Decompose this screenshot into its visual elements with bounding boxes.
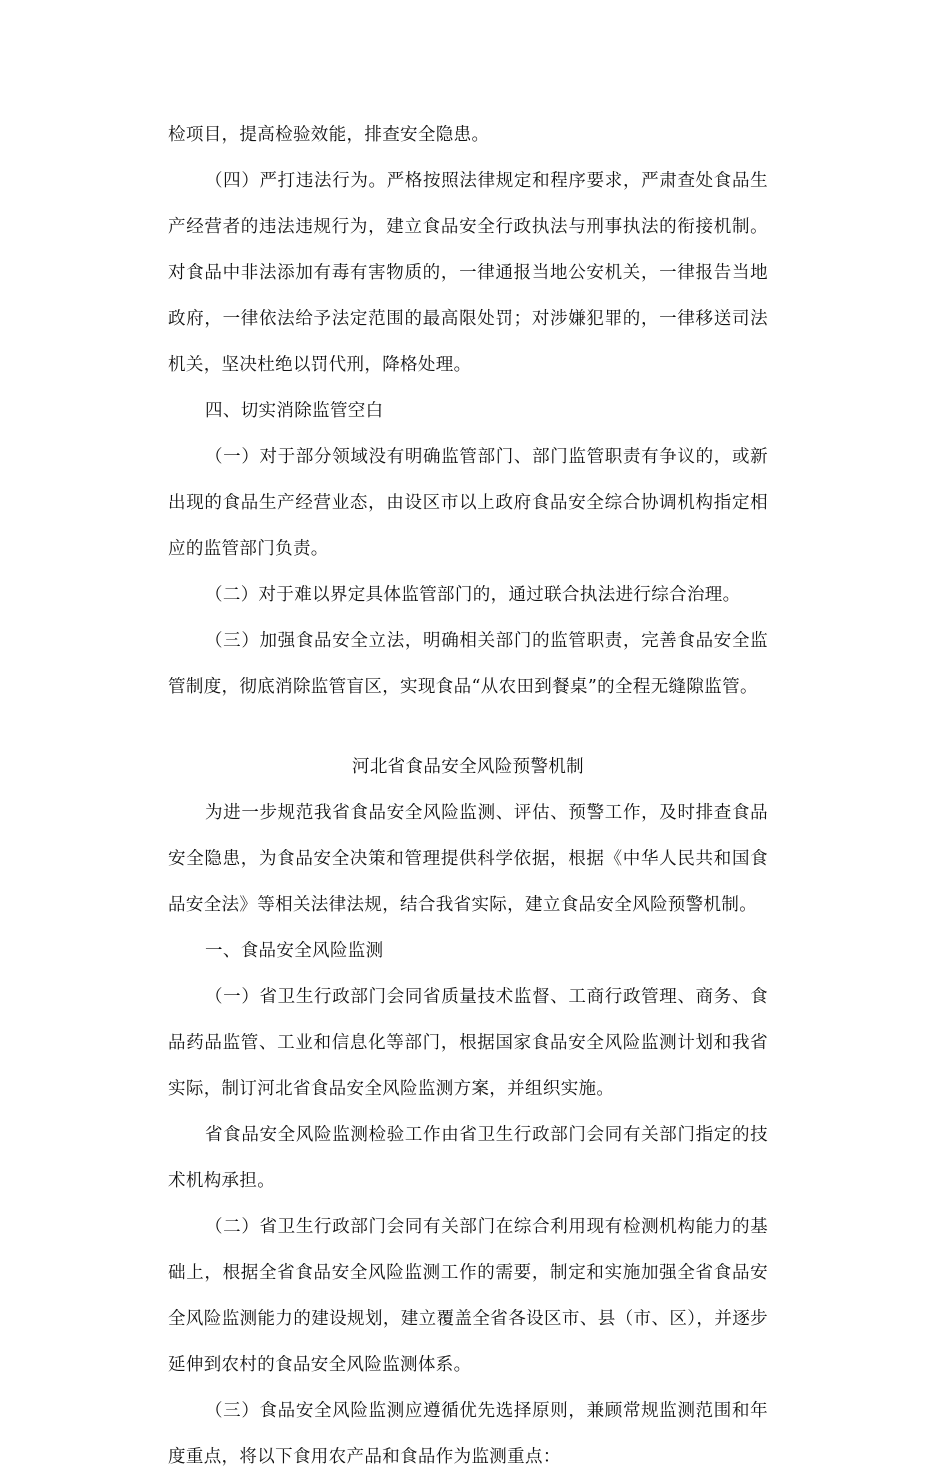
paragraph-gap-2: （二）对于难以界定具体监管部门的，通过联合执法进行综合治理。: [205, 585, 741, 605]
paragraph-monitoring-1: （一）省卫生行政部门会同省质量技术监督、工商行政管理、商务、食品药品监管、工业和信息化等部门，根据国家食品安全风险监测计划和我省实际，制订河北省食品安全风险监测方案，并组织实施。: [168, 987, 768, 1099]
paragraph-gap-3: （三）加强食品安全立法，明确相关部门的监管职责，完善食品安全监管制度，彻底消除监管盲区，实现食品“从农田到餐桌”的全程无缝隙监管。: [168, 631, 768, 697]
paragraph-continuation: 检项目，提高检验效能，排查安全隐患。: [168, 125, 490, 145]
document-body: [168, 112, 768, 1480]
heading-risk-monitoring: 一、食品安全风险监测: [205, 941, 384, 961]
paragraph-monitoring-2: （二）省卫生行政部门会同有关部门在综合利用现有检测机构能力的基础上，根据全省食品安全风险监测工作的需要，制定和实施加强全省食品安全风险监测能力的建设规划，建立覆盖全省各设区市、县（市、区），并逐步延伸到农村的食品安全风险监测体系。: [168, 1217, 768, 1375]
section-title: 河北省食品安全风险预警机制: [351, 757, 585, 777]
paragraph-gap-1: （一）对于部分领域没有明确监管部门、部门监管职责有争议的，或新出现的食品生产经营业态，由设区市以上政府食品安全综合协调机构指定相应的监管部门负责。: [168, 447, 768, 559]
paragraph-crackdown: （四）严打违法行为。严格按照法律规定和程序要求，严肃查处食品生产经营者的违法违规行为，建立食品安全行政执法与刑事执法的衔接机制。对食品中非法添加有毒有害物质的，一律通报当地公安机关，一律报告当地政府，一律依法给予法定范围的最高限处罚；对涉嫌犯罪的，一律移送司法机关，坚决杜绝以罚代刑，降格处理。: [168, 171, 768, 375]
heading-eliminate-gaps: 四、切实消除监管空白: [205, 401, 384, 421]
paragraph-monitoring-agency: 省食品安全风险监测检验工作由省卫生行政部门会同有关部门指定的技术机构承担。: [168, 1125, 768, 1191]
paragraph-intro: 为进一步规范我省食品安全风险监测、评估、预警工作，及时排查食品安全隐患，为食品安全决策和管理提供科学依据，根据《中华人民共和国食品安全法》等相关法律法规，结合我省实际，建立食品安全风险预警机制。: [168, 803, 768, 915]
paragraph-monitoring-3: （三）食品安全风险监测应遵循优先选择原则，兼顾常规监测范围和年度重点，将以下食用农产品和食品作为监测重点：: [168, 1401, 768, 1467]
